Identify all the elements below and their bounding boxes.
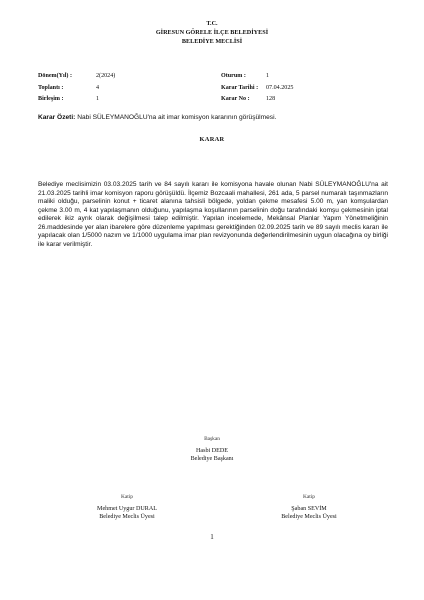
meta-karar-tarihi-label: Karar Tarihi : bbox=[221, 84, 259, 91]
header-tc: T.C. bbox=[206, 20, 218, 27]
document-header bbox=[0, 19, 424, 46]
meta-toplanti bbox=[38, 84, 100, 96]
meta-oturum-label: Oturum : bbox=[221, 73, 246, 79]
header-council: BELEDİYE MECLİSİ bbox=[181, 38, 243, 45]
page-number: 1 bbox=[210, 533, 214, 541]
signature-clerk-1 bbox=[72, 493, 182, 522]
meta-toplanti-label: Toplantı : bbox=[38, 84, 64, 91]
meta-oturum bbox=[221, 72, 371, 84]
summary-label: Karar Özeti: bbox=[38, 114, 76, 121]
meta-karar-no-label: Karar No : bbox=[221, 96, 250, 102]
header-municipality: GİRESUN GÖRELE İLÇE BELEDİYESİ bbox=[155, 29, 269, 36]
meta-birlesim-value: 1 bbox=[96, 96, 100, 102]
decision-summary bbox=[38, 113, 388, 122]
meta-karar-tarihi bbox=[221, 84, 371, 96]
meta-donem-value: 2(2024) bbox=[96, 73, 116, 79]
meta-oturum-value: 1 bbox=[266, 73, 270, 79]
president-name: Hasbi DEDE bbox=[196, 447, 228, 454]
meta-donem bbox=[38, 72, 116, 84]
signature-clerk-2 bbox=[254, 493, 364, 522]
meta-toplanti-value: 4 bbox=[96, 84, 100, 91]
decision-title: KARAR bbox=[199, 136, 225, 143]
clerk2-title: Belediye Meclis Üyesi bbox=[281, 514, 337, 520]
president-title: Belediye Başkanı bbox=[190, 456, 234, 462]
signature-president bbox=[162, 435, 262, 464]
clerk2-name: Şaban SEVİM bbox=[291, 505, 327, 512]
clerk2-role: Katip bbox=[303, 494, 315, 500]
clerk1-name: Mehmet Uygur DURAL bbox=[97, 505, 157, 512]
summary-text: Nabi SÜLEYMANOĞLU'na ait imar komisyon kararının görüşülmesi. bbox=[77, 114, 277, 121]
meta-birlesim-label: Birleşim : bbox=[38, 96, 64, 102]
meta-left bbox=[38, 72, 116, 107]
clerk1-role: Katip bbox=[121, 494, 133, 500]
meta-karar-no bbox=[221, 95, 371, 107]
meta-donem-label: Dönem(Yıl) : bbox=[38, 73, 73, 79]
clerk1-title: Belediye Meclis Üyesi bbox=[99, 514, 155, 520]
meta-karar-tarihi-value: 07.04.2025 bbox=[266, 84, 294, 91]
president-role: Başkan bbox=[204, 436, 220, 442]
meta-karar-no-value: 128 bbox=[266, 96, 276, 102]
decision-body: Belediye meclisimizin 03.03.2025 tarih ve 84 sayılı kararı ile komisyona havale olunan Nabi SÜLEYMANOĞLU'na ait 21.03.2025 tarihli imar komisyon raporu görüşüldü. İlçemiz Bozcaali mahallesi, 261 ada, 5 parsel numaralı taşınmazların maliki olduğu, parselinin konut + ticaret alanına tahsisli bölgede, yoldan çekme mesafesi 5.00 m, yan komşulardan çekme 3.00 m, 4 kat yapılaşmanın olduğunu, yapılaşma koşullarının parselinin doğu tarafındaki komşu çekmesinin iptal edilerek ikiz ayrık olarak değişilmesi talep edilmiştir. Yapılan incelemede, Mekânsal Planlar Yapım Yönetmeliğinin 26.maddesinde yer alan ibarelere göre düzenleme yapılması gerektiğinden 02.09.2025 tarih ve 89 sayılı meclis kararı ile yapılacak olan 1/5000 nazım ve 1/1000 uygulama imar plan revizyonunda değerlendirilmesinin uygun olacağına oy birliği ile karar verilmiştir. bbox=[38, 181, 388, 248]
meta-birlesim bbox=[38, 95, 100, 107]
meta-right bbox=[221, 72, 371, 107]
